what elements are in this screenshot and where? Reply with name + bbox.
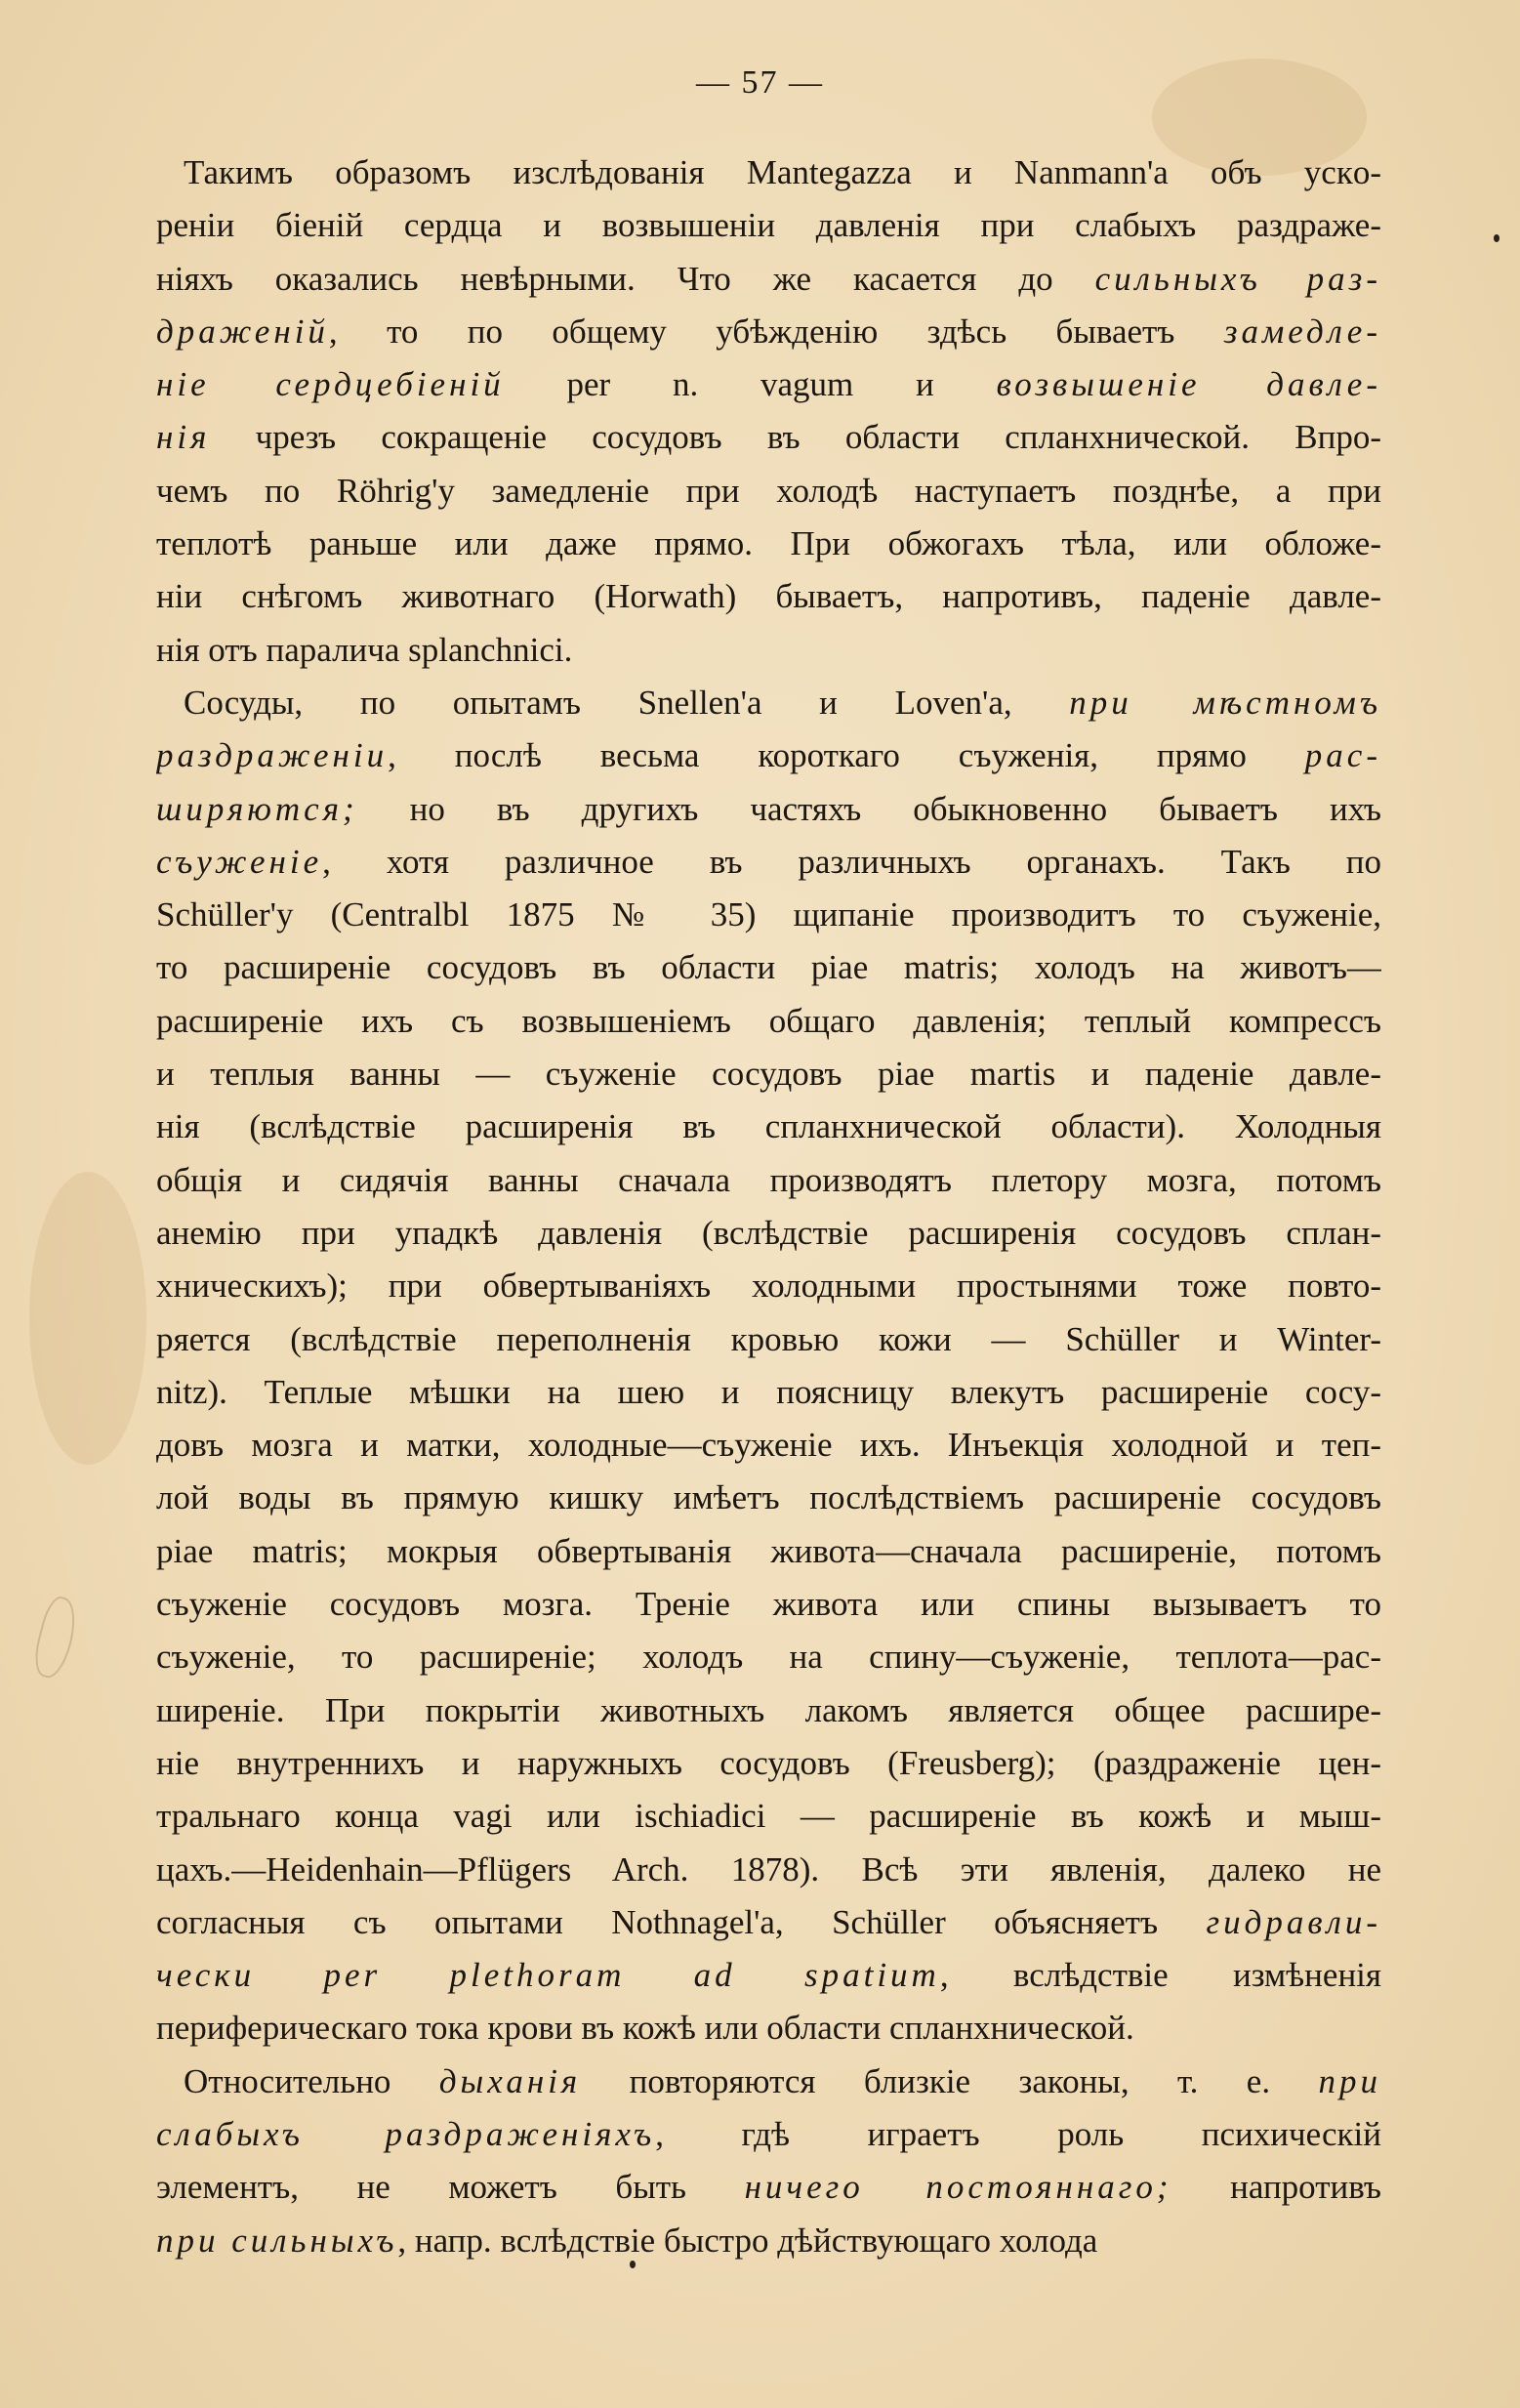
- text-run: piae matris; мокрыя обвертыванія живота—сначала расширеніе, потомъ: [156, 1531, 1381, 1570]
- text-line: [156, 1949, 1381, 2002]
- spaced-emphasis: возвышеніе давле-: [996, 365, 1381, 404]
- text-run: согласныя съ опытами Nothnagel'а, Schüller объясняетъ: [156, 1902, 1207, 1941]
- text-line: [156, 1419, 1381, 1472]
- text-line: [156, 889, 1381, 941]
- text-line: [156, 2108, 1381, 2161]
- text-line: [156, 199, 1381, 252]
- text-line: [156, 677, 1381, 729]
- spaced-emphasis: замедле-: [1223, 311, 1381, 351]
- text-line: [156, 358, 1381, 411]
- text-run: съуженіе сосудовъ мозга. Треніе живота или спины вызываетъ то: [156, 1585, 1381, 1624]
- spaced-emphasis: слабыхъ раздраженіяхъ: [156, 2114, 656, 2153]
- text-run: но въ другихъ частяхъ обыкновенно бываетъ ихъ: [357, 789, 1381, 828]
- ink-dot: [1494, 234, 1499, 242]
- text-line: [156, 2002, 1381, 2055]
- spaced-emphasis: дыханія: [438, 2061, 582, 2100]
- text-run: ширеніе. При покрытіи животныхъ лакомъ является общее расшире-: [156, 1690, 1381, 1729]
- text-run: Такимъ образомъ изслѣдованія Mantegazza и Nаnmann'а объ ускo-: [184, 153, 1381, 191]
- spaced-emphasis: ничего постояннаго;: [744, 2168, 1172, 2207]
- text-run: периферическаго тока крови въ кожѣ или области спланхнической.: [156, 2009, 1134, 2048]
- text-run: напротивъ: [1171, 2168, 1381, 2207]
- text-line: [156, 1048, 1381, 1100]
- text-run: ніи снѣгомъ животнаго (Horwath) бываетъ, напротивъ, паденіе давле-: [156, 577, 1381, 616]
- text-line: [156, 570, 1381, 623]
- text-line: [156, 995, 1381, 1048]
- paragraph: [156, 677, 1381, 2055]
- text-run: реніи біеній сердца и возвышеніи давленія при слабыхъ раздраже-: [156, 206, 1381, 245]
- text-line: [156, 1578, 1381, 1631]
- text-run: расширеніе ихъ съ возвышеніемъ общаго давленія; теплый компрессъ: [156, 1001, 1381, 1040]
- text-line: [156, 1737, 1381, 1790]
- text-run: лой воды въ прямую кишку имѣетъ послѣдствіемъ расширеніе сосудовъ: [156, 1478, 1381, 1517]
- text-line: [156, 2055, 1381, 2108]
- text-line: [156, 1631, 1381, 1683]
- text-run: анемію при упадкѣ давленія (вслѣдствіе расширенія сосудовъ сплан-: [156, 1213, 1381, 1252]
- spaced-emphasis: драженій: [156, 311, 329, 351]
- text-line: [156, 1472, 1381, 1524]
- text-run: , послѣ весьма короткаго съуженія, прямо: [388, 736, 1305, 775]
- text-run: , то по общему убѣжденію здѣсь бываетъ: [328, 311, 1224, 351]
- text-line: [156, 2215, 1381, 2267]
- text-run: нія (вслѣдствіе расширенія въ спланхнической области). Холодныя: [156, 1107, 1381, 1146]
- text-line: [156, 1260, 1381, 1312]
- text-run: , напр. вслѣдствіе быстро дѣйствующаго холода: [397, 2221, 1098, 2260]
- text-run: nitz). Теплые мѣшки на шею и поясницу влекутъ расширеніе сосу-: [156, 1372, 1381, 1411]
- paragraph: [156, 146, 1381, 677]
- text-run: ніе внутреннихъ и наружныхъ сосудовъ (Freusberg); (раздраженіе цен-: [156, 1743, 1381, 1782]
- page-number: — 57 —: [696, 64, 824, 101]
- text-run: , гдѣ играетъ роль психическій: [655, 2114, 1381, 2153]
- text-run: per n. vagum и: [504, 365, 997, 404]
- text-line: [156, 1844, 1381, 1896]
- text-line: [156, 941, 1381, 994]
- text-line: [156, 1525, 1381, 1578]
- text-line: [156, 1207, 1381, 1260]
- text-line: [156, 624, 1381, 677]
- text-run: ряется (вслѣдствіе переполненія кровью кожи — Schüller и Winter-: [156, 1319, 1381, 1358]
- spaced-emphasis: чески per plethoram ad spatium: [156, 1956, 940, 1995]
- spaced-emphasis: съуженіе: [156, 842, 323, 881]
- body-text: [156, 146, 1381, 2267]
- text-run: чрезъ сокращеніе сосудовъ въ области спланхнической. Впро-: [210, 418, 1381, 457]
- text-run: то расширеніе сосудовъ въ области piae matris; холодъ на животъ—: [156, 948, 1381, 987]
- text-line: [156, 306, 1381, 358]
- spaced-emphasis: нія: [156, 418, 211, 457]
- spaced-emphasis: раздраженіи: [156, 736, 389, 775]
- spaced-emphasis: ширяются;: [156, 789, 358, 828]
- paragraph: [156, 2055, 1381, 2267]
- spaced-emphasis: рас-: [1304, 736, 1381, 775]
- margin-pencil-mark: [29, 1594, 83, 1681]
- text-line: [156, 253, 1381, 306]
- text-run: съуженіе, то расширеніе; холодъ на спину—съуженіе, теплота—рас-: [156, 1638, 1381, 1677]
- spaced-emphasis: при сильныхъ: [156, 2221, 398, 2260]
- text-run: Относительно: [184, 2061, 439, 2100]
- text-line: [156, 729, 1381, 782]
- text-run: , вслѣдствіе измѣненія: [939, 1956, 1381, 1995]
- text-run: теплотѣ раньше или даже прямо. При обжогахъ тѣла, или обложе-: [156, 524, 1381, 563]
- spaced-emphasis: гидравли-: [1206, 1902, 1381, 1941]
- text-line: [156, 1896, 1381, 1949]
- text-line: [156, 783, 1381, 836]
- text-run: хническихъ); при обвертываніяхъ холодными простынями тоже повто-: [156, 1266, 1381, 1306]
- text-line: [156, 2161, 1381, 2214]
- text-run: общія и сидячія ванны сначала производятъ плетору мозга, потомъ: [156, 1160, 1381, 1199]
- paper-stain: [29, 1172, 146, 1465]
- text-run: чемъ по Röhrig'у замедленіе при холодѣ наступаетъ позднѣе, а при: [156, 471, 1381, 510]
- text-line: [156, 1684, 1381, 1737]
- text-run: нія отъ паралича splanchnici.: [156, 630, 573, 669]
- text-run: цахъ.—Heidenhain—Pflügers Arch. 1878). Всѣ эти явленія, далеко не: [156, 1849, 1381, 1889]
- text-run: и теплыя ванны — съуженіе сосудовъ piae martis и паденіе давле-: [156, 1055, 1381, 1094]
- text-line: [156, 1790, 1381, 1843]
- text-run: Schüller'у (Centralbl 1875 № 35) щипаніе производитъ то съуженіе,: [156, 895, 1381, 934]
- text-run: ніяхъ оказались невѣрными. Что же касается до: [156, 259, 1095, 298]
- text-line: [156, 411, 1381, 464]
- text-line: [156, 518, 1381, 570]
- spaced-emphasis: при: [1318, 2061, 1381, 2100]
- text-line: [156, 1313, 1381, 1366]
- text-run: , хотя различное въ различныхъ органахъ. Такъ по: [322, 842, 1381, 881]
- spaced-emphasis: сильныхъ раз-: [1094, 259, 1381, 298]
- text-line: [156, 836, 1381, 889]
- text-run: элементъ, не можетъ быть: [156, 2168, 745, 2207]
- spaced-emphasis: при мѣстномъ: [1069, 683, 1381, 722]
- text-line: [156, 1154, 1381, 1207]
- text-run: довъ мозга и матки, холодные—съуженіе ихъ. Инъекція холодной и теп-: [156, 1426, 1381, 1465]
- text-line: [156, 465, 1381, 518]
- spaced-emphasis: ніе сердцебіеній: [156, 365, 505, 404]
- text-run: тральнаго конца vagi или ischiadici — расширеніе въ кожѣ и мыш-: [156, 1797, 1381, 1836]
- text-line: [156, 1100, 1381, 1153]
- text-run: повторяются близкіе законы, т. е.: [581, 2061, 1319, 2100]
- text-line: [156, 1366, 1381, 1419]
- text-run: Сосуды, по опытамъ Snellen'a и Loven'а,: [184, 683, 1070, 722]
- text-line: [156, 146, 1381, 199]
